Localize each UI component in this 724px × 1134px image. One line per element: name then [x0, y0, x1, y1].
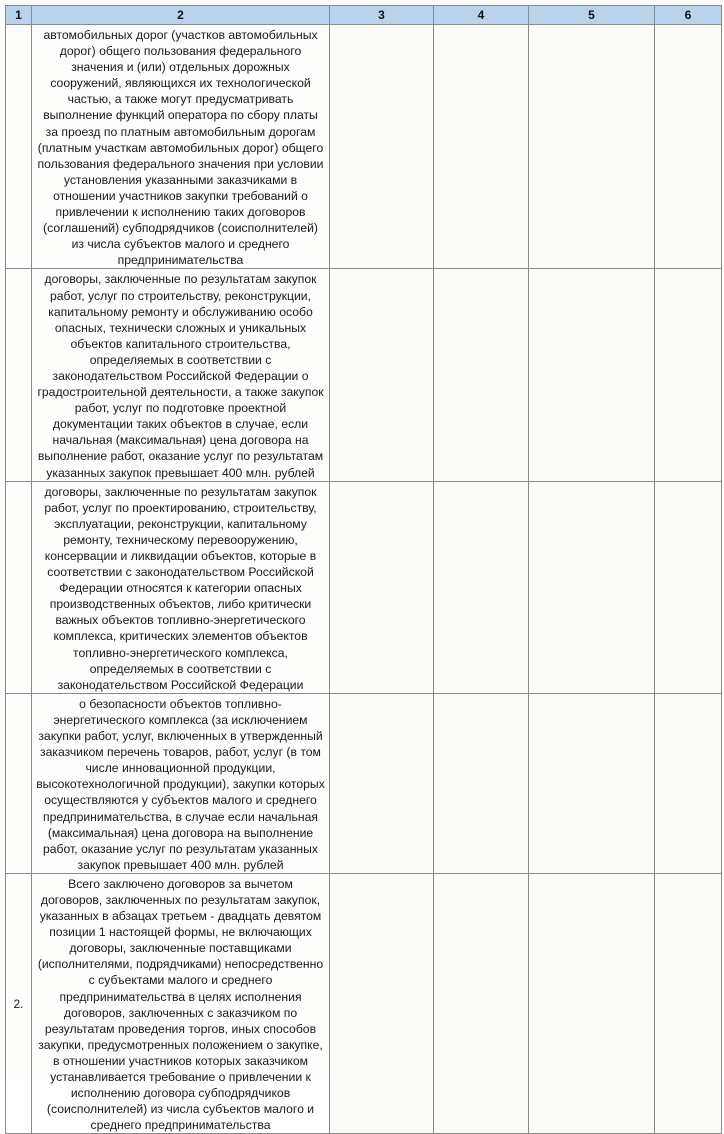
column-header-2: 2	[32, 6, 330, 25]
row-text: автомобильных дорог (участков автомобильных дорог) общего пользования федерального значения и (или) отдельных дорожных сооружений, являющихся их технологической частью, а также могут предусматривать выполнение функций оператора по сбору платы за проезд по платным автомобильным дорогам (платным участкам автомобильных дорог) общего пользования федерального значения при условии установления указанными заказчиками в отношении участников закупки требований о привлечении к исполнению таких договоров (соглашений) субподрядчиков (соисполнителей) из числа субъектов малого и среднего предпринимательства	[37, 28, 324, 268]
table-row	[6, 873, 722, 1134]
row-text-cell	[32, 269, 330, 481]
row-text-cell	[32, 693, 330, 873]
value-cell	[330, 25, 434, 269]
value-cell	[529, 481, 655, 693]
value-cell	[434, 269, 529, 481]
report-table	[5, 5, 722, 1134]
value-cell	[655, 269, 722, 481]
table-row	[6, 693, 722, 873]
value-cell	[330, 873, 434, 1134]
column-header-5: 5	[529, 6, 655, 25]
row-text-cell	[32, 25, 330, 269]
value-cell	[655, 481, 722, 693]
row-number-cell	[6, 269, 32, 481]
row-text: договоры, заключенные по результатам закупок работ, услуг по строительству, реконструкции, капитальному ремонту и обслуживанию особо опасных, технически сложных и уникальных объектов капитального строительства, определяемых в соответствии с законодательством Российской Федерации о градостроительной деятельности, а также закупок работ, услуг по подготовке проектной документации таких объектов в случае, если начальная (максимальная) цена договора на выполнение работ, оказание услуг по результатам указанных закупок превышает 400 млн. рублей	[37, 272, 324, 480]
value-cell	[330, 481, 434, 693]
column-header-3: 3	[330, 6, 434, 25]
value-cell	[529, 269, 655, 481]
row-number-cell: 2.	[6, 873, 32, 1134]
row-text: о безопасности объектов топливно-энергетического комплекса (за исключением закупки работ, услуг, включенных в утвержденный заказчиком перечень товаров, работ, услуг (в том числе инновационной продукции, высокотехнологичной продукции), закупки которых осуществляются у субъектов малого и среднего предпринимательства, в случае если начальная (максимальная) цена договора на выполнение работ, оказание услуг по результатам указанных закупок превышает 400 млн. рублей	[36, 696, 325, 872]
value-cell	[529, 873, 655, 1134]
header-row	[6, 6, 722, 25]
value-cell	[434, 873, 529, 1134]
row-text-cell	[32, 873, 330, 1134]
value-cell	[434, 25, 529, 269]
table-row	[6, 481, 722, 693]
table-row	[6, 269, 722, 481]
value-cell	[529, 693, 655, 873]
table-row	[6, 25, 722, 269]
row-number-cell	[6, 481, 32, 693]
value-cell	[655, 873, 722, 1134]
value-cell	[434, 481, 529, 693]
value-cell	[330, 693, 434, 873]
column-header-4: 4	[434, 6, 529, 25]
value-cell	[655, 693, 722, 873]
value-cell	[330, 269, 434, 481]
value-cell	[655, 25, 722, 269]
value-cell	[434, 693, 529, 873]
row-text: Всего заключено договоров за вычетом договоров, заключенных по результатам закупок, указанных в абзацах третьем - двадцать девятом позиции 1 настоящей формы, не включающих договоры, заключенные поставщиками (исполнителями, подрядчиками) непосредственно с субъектами малого и среднего предпринимательства в целях исполнения договоров, заключенных с заказчиком по результатам проведения торгов, иных способов закупки, предусмотренных положением о закупке, в отношении участников которых заказчиком устанавливается требование о привлечении к исполнению договора субподрядчиков (соисполнителей) из числа субъектов малого и среднего предпринимательства	[37, 876, 324, 1133]
value-cell	[529, 25, 655, 269]
row-text-cell	[32, 481, 330, 693]
row-text: договоры, заключенные по результатам закупок работ, услуг по проектированию, строительству, эксплуатации, реконструкции, капитальному ремонту, техническому перевооружению, консервации и ликвидации объектов, которые в соответствии с законодательством Российской Федерации относятся к категории опасных производственных объектов, либо критически важных объектов топливно-энергетического комплекса, критических элементов объектов топливно-энергетического комплекса, определяемых в соответствии с законодательством Российской Федерации	[44, 484, 317, 692]
column-header-6: 6	[655, 6, 722, 25]
row-number-cell	[6, 25, 32, 269]
column-header-1: 1	[6, 6, 32, 25]
row-number-cell	[6, 693, 32, 873]
